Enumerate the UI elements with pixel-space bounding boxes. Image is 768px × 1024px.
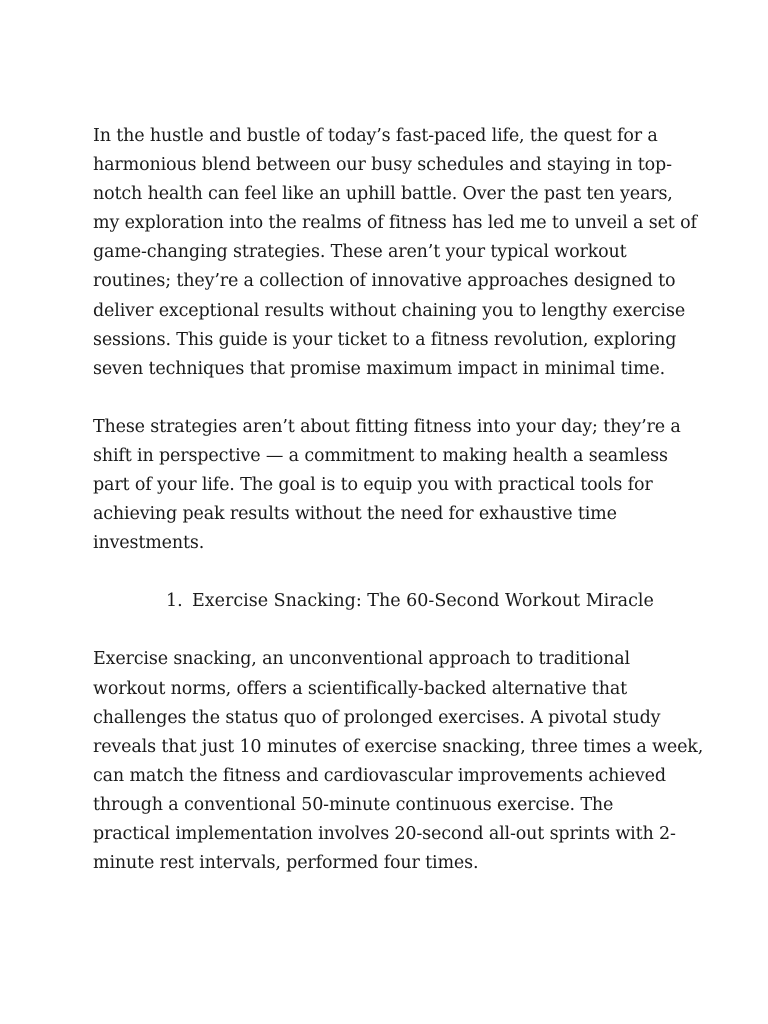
text-line: sessions. This guide is your ticket to a fitness revolution, exploring: [93, 329, 677, 350]
document-body: [93, 122, 704, 878]
text-line: practical implementation involves 20-second all-out sprints with 2-: [93, 823, 676, 844]
text-line: minute rest intervals, performed four times.: [93, 853, 479, 874]
text-line: my exploration into the realms of fitness has led me to unveil a set of: [93, 213, 697, 234]
text-line: seven techniques that promise maximum impact in minimal time.: [93, 358, 666, 379]
text-line: These strategies aren’t about fitting fitness into your day; they’re a: [93, 416, 681, 437]
text-line: game-changing strategies. These aren’t your typical workout: [93, 242, 627, 263]
text-line: In the hustle and bustle of today’s fast-paced life, the quest for a: [93, 126, 658, 146]
text-line: shift in perspective — a commitment to making health a seamless: [93, 445, 668, 466]
intro-paragraph: [93, 122, 697, 384]
text-line: challenges the status quo of prolonged exercises. A pivotal study: [93, 707, 661, 728]
text-line: reveals that just 10 minutes of exercise snacking, three times a week,: [93, 736, 704, 757]
text-line: through a conventional 50-minute continuous exercise. The: [93, 794, 614, 815]
section-title: Exercise Snacking: The 60-Second Workout Miracle: [192, 591, 654, 612]
section-number: 1.: [166, 591, 183, 612]
text-line: routines; they’re a collection of innovative approaches designed to: [93, 271, 676, 292]
section-heading: [93, 587, 683, 616]
text-line: deliver exceptional results without chaining you to lengthy exercise: [93, 300, 686, 321]
text-line: harmonious blend between our busy schedules and staying in top-: [93, 155, 672, 176]
text-line: Exercise snacking, an unconventional approach to traditional: [93, 649, 630, 670]
text-line: workout norms, offers a scientifically-backed alternative that: [93, 678, 628, 699]
text-line: achieving peak results without the need for exhaustive time: [93, 504, 617, 525]
text-line: notch health can feel like an uphill battle. Over the past ten years,: [93, 184, 673, 205]
text-line: can match the fitness and cardiovascular improvements achieved: [93, 765, 666, 786]
strategy-paragraph: [93, 413, 683, 558]
text-line: part of your life. The goal is to equip you with practical tools for: [93, 475, 653, 496]
text-line: investments.: [93, 533, 205, 554]
section-paragraph: [93, 645, 704, 878]
